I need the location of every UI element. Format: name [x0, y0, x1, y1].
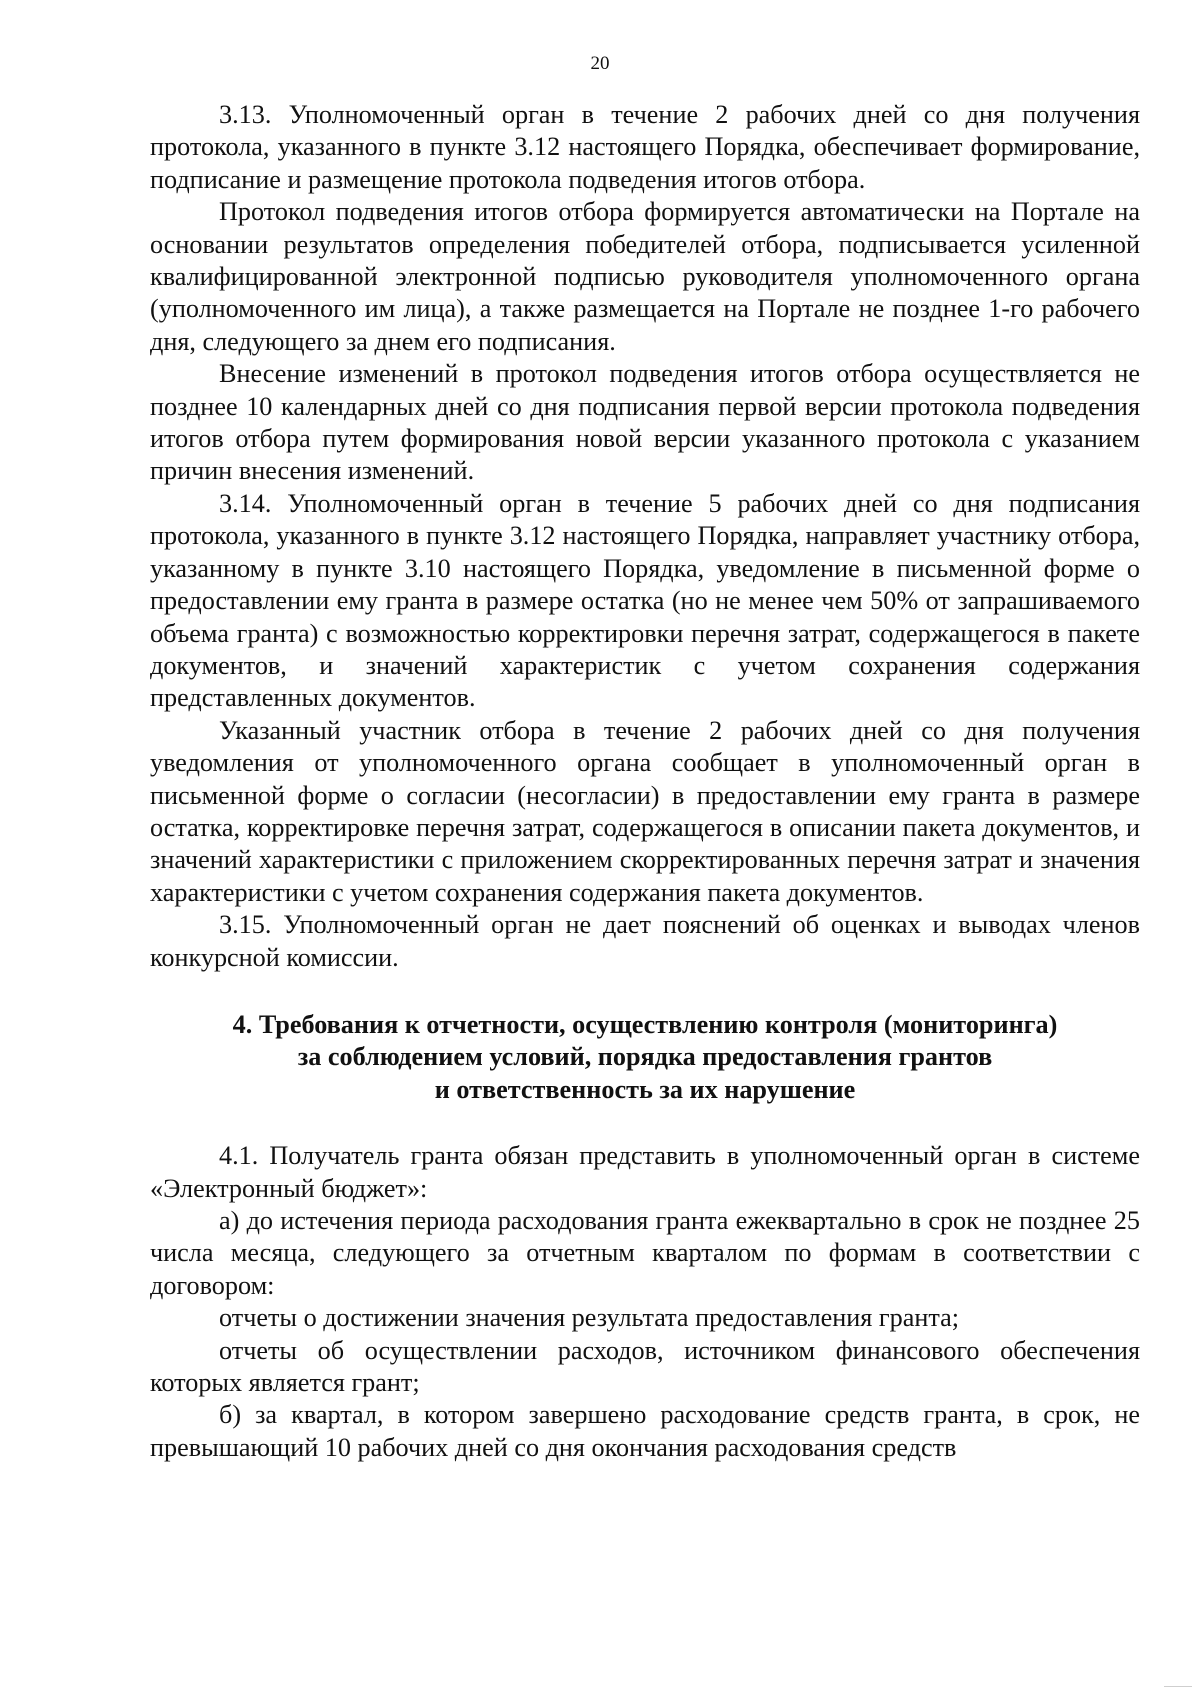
paragraph-participant-consent: Указанный участник отбора в течение 2 рабочих дней со дня получения уведомления от уполномоченного органа сообщает в уполномоченный орган в письменной форме о согласии (несогласии) в предоставлении ему гранта в размере остатка, корректировке перечня затрат, содержащегося в описании пакета документов, и значений характеристики с приложением скорректированных перечня затрат и значения характеристики с учетом сохранения содержания пакета документов. — [150, 715, 1140, 907]
paragraph-4-1: 4.1. Получатель гранта обязан представить в уполномоченный орган в системе «Электронный бюджет»: — [150, 1141, 1140, 1203]
section-4-heading-line-1: 4. Требования к отчетности, осуществлению контроля (мониторинга) — [232, 1009, 1058, 1039]
paragraph-protocol-formation: Протокол подведения итогов отбора формируется автоматически на Портале на основании результатов определения победителей отбора, подписывается усиленной квалифицированной электронной подписью руководителя уполномоченного органа (уполномоченного им лица), а также размещается на Портале не позднее 1-го рабочего дня, следующего за днем его подписания. — [150, 197, 1140, 356]
paragraph-expense-reports: отчеты об осуществлении расходов, источником финансового обеспечения которых является грант; — [150, 1335, 1140, 1398]
paragraph-3-15: 3.15. Уполномоченный орган не дает пояснений об оценках и выводах членов конкурсной комиссии. — [150, 910, 1140, 972]
paragraph-4-1-a: а) до истечения периода расходования гранта ежеквартально в срок не позднее 25 числа месяца, следующего за отчетным кварталом по формам в соответствии с договором: — [150, 1206, 1140, 1300]
document-body — [150, 99, 1140, 1464]
paragraph-3-13: 3.13. Уполномоченный орган в течение 2 рабочих дней со дня получения протокола, указанного в пункте 3.12 настоящего Порядка, обеспечивает формирование, подписание и размещение протокола подведения итогов отбора. — [150, 100, 1140, 194]
paragraph-3-14: 3.14. Уполномоченный орган в течение 5 рабочих дней со дня подписания протокола, указанного в пункте 3.12 настоящего Порядка, направляет участнику отбора, указанному в пункте 3.10 настоящего Порядка, уведомление в письменной форме о предоставлении ему гранта в размере остатка (но не менее чем 50% от запрашиваемого объема гранта) с возможностью корректировки перечня затрат, содержащегося в пакете документов, и значений характеристик с учетом сохранения содержания представленных документов. — [150, 488, 1140, 713]
page-number: 20 — [590, 53, 610, 74]
scan-corner-mark — [1164, 1686, 1192, 1693]
paragraph-4-1-b: б) за квартал, в котором завершено расходование средств гранта, в срок, не превышающий 10 рабочих дней со дня окончания расходования средств — [150, 1400, 1140, 1462]
section-4-heading — [150, 1009, 1140, 1106]
paragraph-protocol-changes: Внесение изменений в протокол подведения итогов отбора осуществляется не позднее 10 календарных дней со дня подписания первой версии протокола подведения итогов отбора путем формирования новой версии указанного протокола с указанием причин внесения изменений. — [150, 359, 1140, 486]
section-4-heading-line-2: за соблюдением условий, порядка предоставления грантов — [297, 1042, 993, 1072]
paragraph-result-reports: отчеты о достижении значения результата предоставления гранта; — [219, 1303, 960, 1333]
section-4-heading-line-3: и ответственность за их нарушение — [434, 1074, 856, 1104]
